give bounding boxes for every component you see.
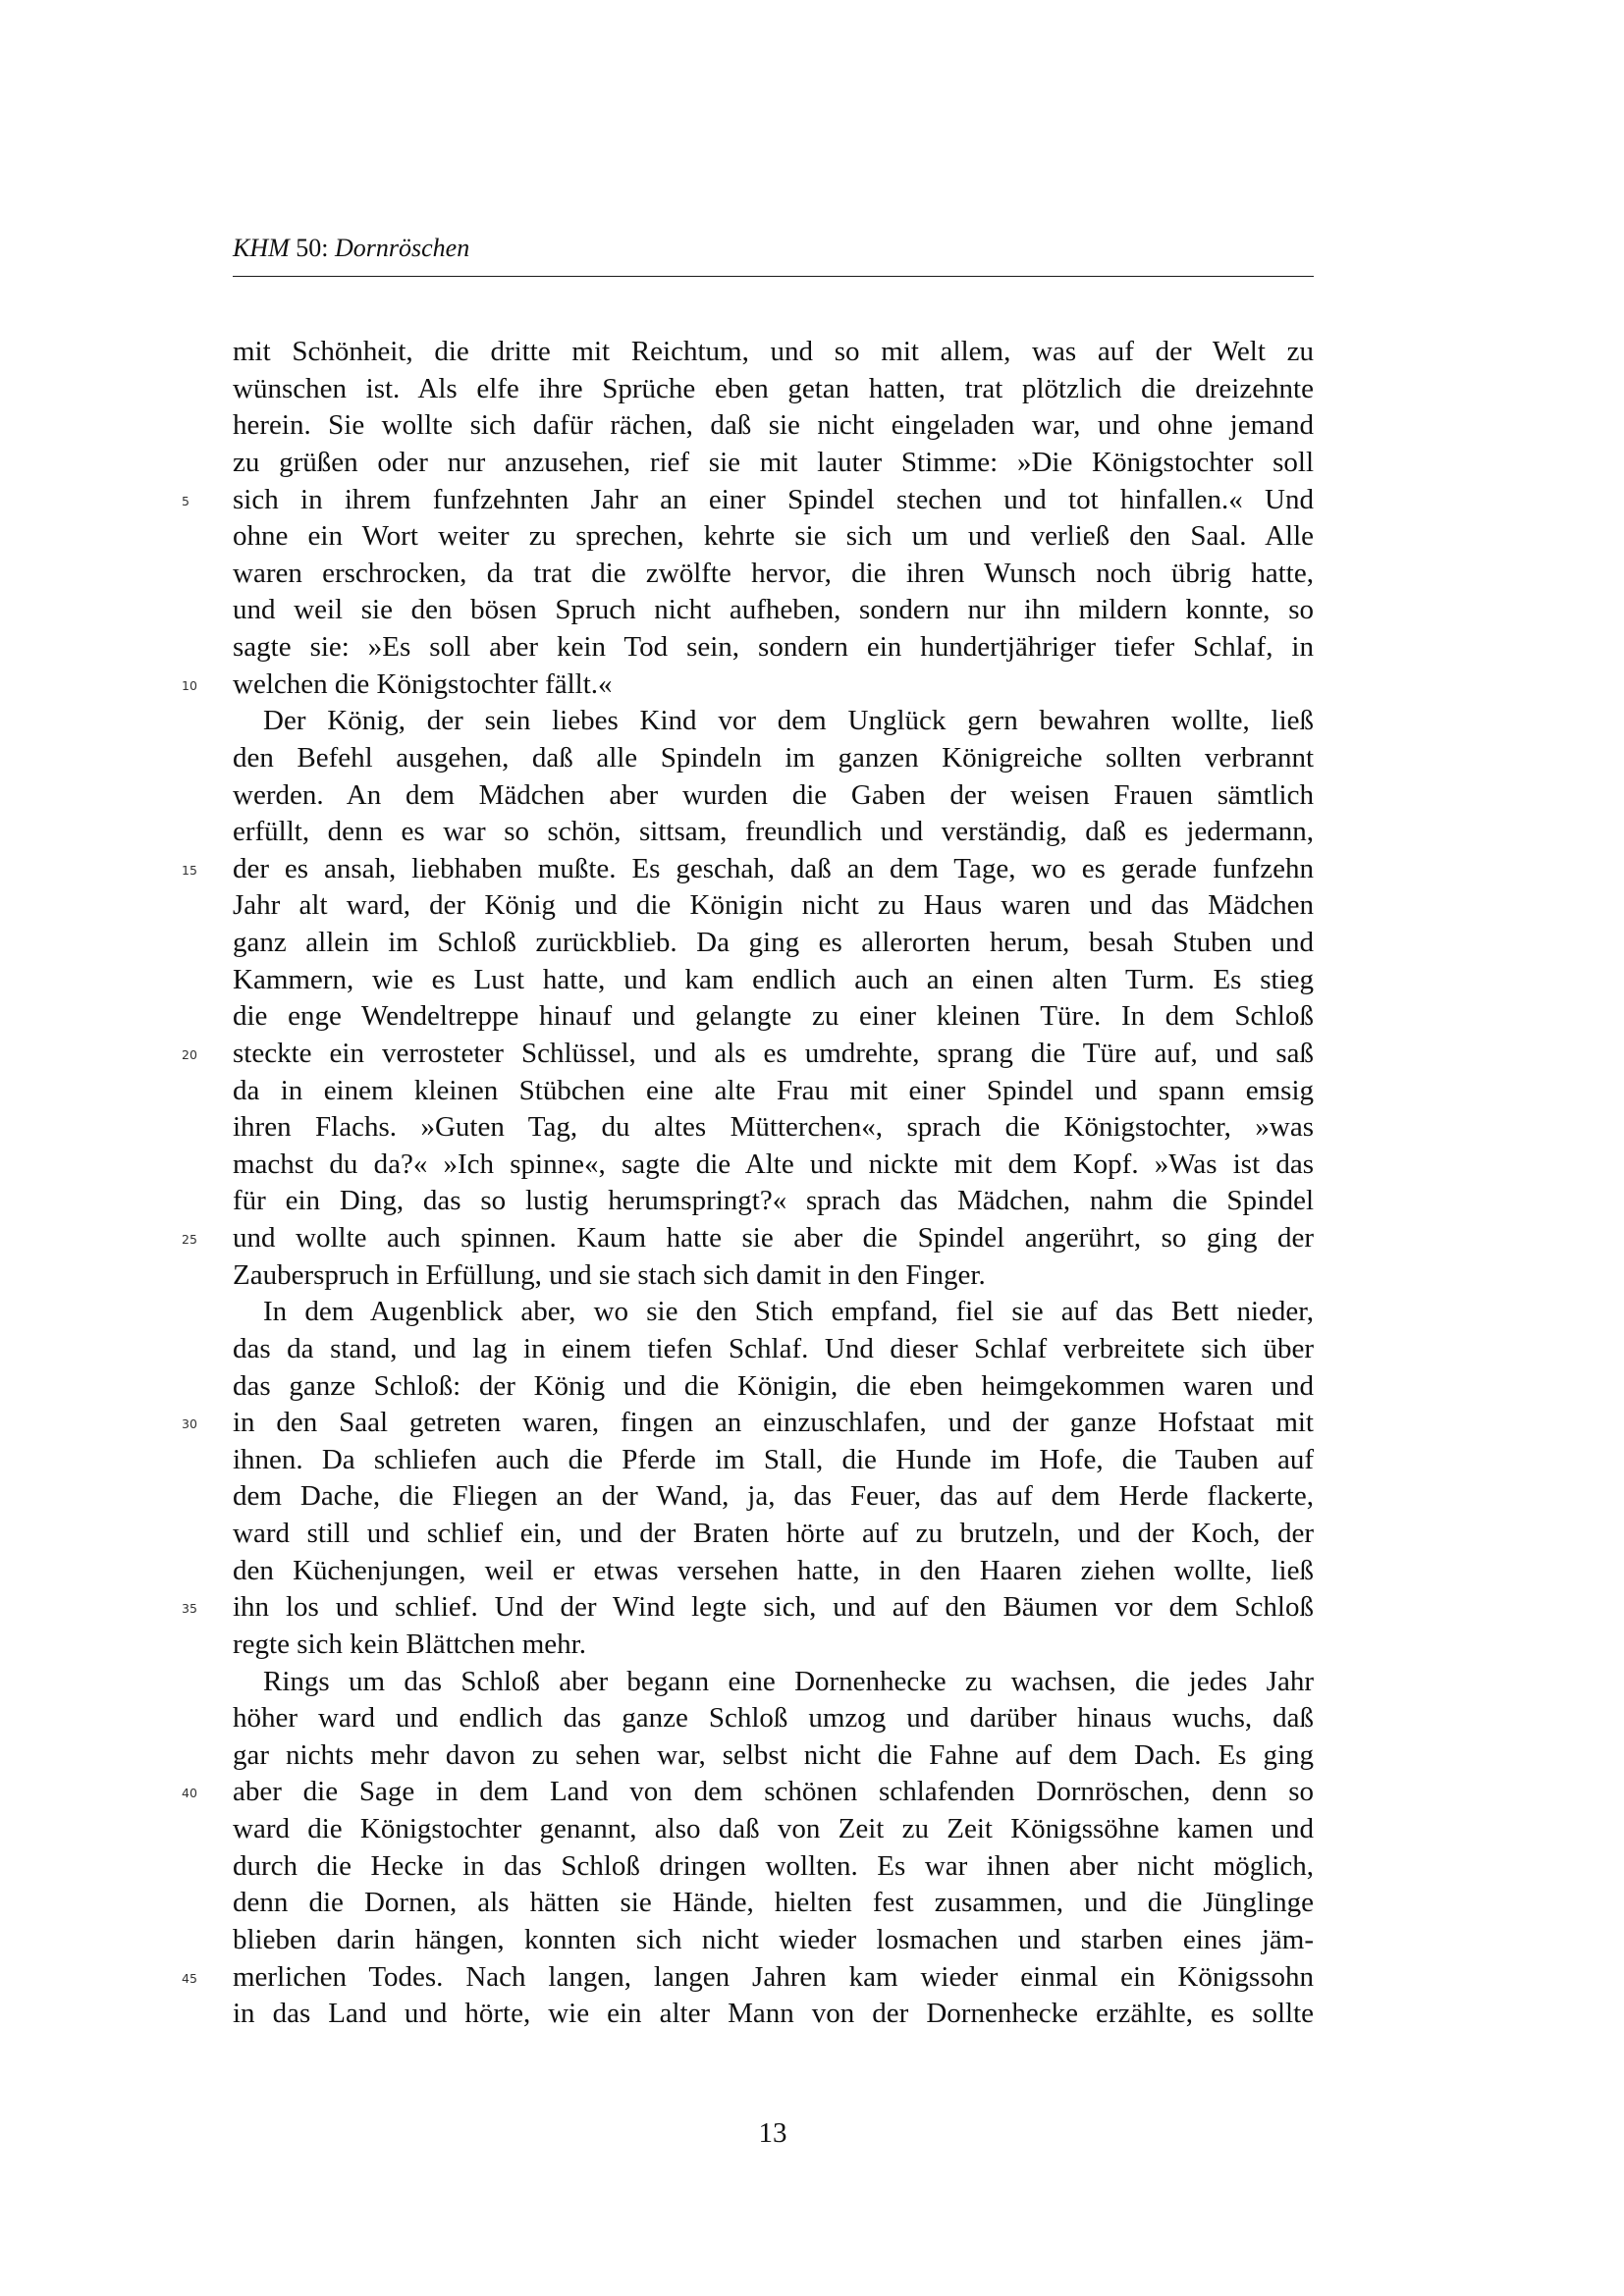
text-line (233, 1664, 1314, 1701)
text-line (182, 1589, 1314, 1627)
text-line-content: waren erschrocken, da trat die zwölfte hervor, die ihren Wunsch noch übrig hatte, (233, 557, 1314, 589)
text-line (233, 629, 1314, 667)
text-line (233, 445, 1314, 482)
text-line-content: ward still und schlief ein, und der Braten hörte auf zu brutzeln, und der Koch, der (233, 1518, 1314, 1549)
text-line-content: Jahr alt ward, der König und die Königin nicht zu Haus waren und das Mädchen (233, 889, 1314, 922)
running-head-collection: KHM (233, 234, 290, 262)
paragraph (182, 1294, 1314, 1663)
text-line-content: aber die Sage in dem Land von dem schönen schlafenden Dornröschen, denn so (233, 1776, 1314, 1808)
text-line-content: und weil sie den bösen Spruch nicht aufheben, sondern nur ihn mildern konnte, so (233, 594, 1314, 626)
text-line-content: erfüllt, denn es war so schön, sittsam, freundlich und verständig, daß es jedermann, (233, 816, 1314, 848)
text-line (233, 998, 1314, 1036)
text-line-content: den Küchenjungen, weil er etwas versehen hatte, in den Haaren ziehen wollte, ließ (233, 1554, 1314, 1586)
running-head-number: 50 (296, 234, 322, 262)
line-number: 45 (182, 1970, 197, 1986)
text-line (233, 777, 1314, 815)
text-line (233, 814, 1314, 851)
text-line (182, 667, 1314, 704)
text-line (233, 1627, 1314, 1664)
text-line-content: für ein Ding, das so lustig herumspringt?« sprach das Mädchen, nahm die Spindel (233, 1185, 1314, 1217)
line-number: 20 (182, 1046, 197, 1062)
text-line (233, 1331, 1314, 1368)
text-line (233, 925, 1314, 962)
text-line-content: ihren Flachs. »Guten Tag, du altes Mütterchen«, sprach die Königstochter, »was (233, 1111, 1314, 1144)
text-line-content: dem Dache, die Fliegen an der Wand, ja, das Feuer, das auf dem Herde flackerte, (233, 1480, 1314, 1513)
text-line-content: Zauberspruch in Erfüllung, und sie stach sich damit in den Finger. (233, 1258, 986, 1291)
text-line (233, 334, 1314, 371)
text-line (233, 1516, 1314, 1553)
text-line (233, 1109, 1314, 1147)
text-line-content: die enge Wendeltreppe hinauf und gelangte zu einer kleinen Türe. In dem Schloß (233, 1000, 1314, 1033)
text-line (233, 1294, 1314, 1331)
line-number: 25 (182, 1232, 197, 1247)
text-line (233, 592, 1314, 629)
paragraph (182, 334, 1314, 703)
text-line-content: zu grüßen oder nur anzusehen, rief sie mit lauter Stimme: »Die Königstochter soll (233, 446, 1314, 478)
text-line (233, 740, 1314, 777)
text-line-content: das ganze Schloß: der König und die Königin, die eben heimgekommen waren und (233, 1369, 1314, 1402)
text-line-content: herein. Sie wollte sich dafür rächen, daß sie nicht eingeladen war, und ohne jemand (233, 409, 1314, 442)
paragraph (182, 703, 1314, 1294)
text-line (233, 556, 1314, 593)
running-head-title: Dornröschen (335, 234, 470, 262)
text-line (233, 1368, 1314, 1406)
text-line (182, 1959, 1314, 1997)
text-line (233, 1885, 1314, 1922)
text-line-content: höher ward und endlich das ganze Schloß umzog und darüber hinaus wuchs, daß (233, 1702, 1314, 1735)
text-line-content: In dem Augenblick aber, wo sie den Stich empfand, fiel sie auf das Bett nieder, (263, 1296, 1314, 1328)
text-line (233, 518, 1314, 556)
line-number: 35 (182, 1601, 197, 1617)
line-number: 10 (182, 677, 197, 693)
line-number: 30 (182, 1416, 197, 1432)
line-number: 40 (182, 1786, 197, 1801)
text-line (233, 1700, 1314, 1737)
text-line (182, 482, 1314, 519)
text-line (233, 1996, 1314, 2033)
text-line (233, 407, 1314, 445)
text-line-content: steckte ein verrosteter Schlüssel, und als es umdrehte, sprang die Türe auf, und saß (233, 1037, 1314, 1069)
text-line-content: Der König, der sein liebes Kind vor dem Unglück gern bewahren wollte, ließ (263, 705, 1314, 737)
text-line (233, 371, 1314, 408)
running-head (233, 232, 469, 265)
text-line (182, 1220, 1314, 1257)
text-line (233, 1478, 1314, 1516)
text-line-content: in den Saal getreten waren, fingen an einzuschlafen, und der ganze Hofstaat mit (233, 1407, 1314, 1439)
text-line (233, 962, 1314, 999)
text-line-content: ihnen. Da schliefen auch die Pferde im Stall, die Hunde im Hofe, die Tauben auf (233, 1443, 1314, 1475)
text-line-content: ihn los und schlief. Und der Wind legte sich, und auf den Bäumen vor dem Schloß (233, 1591, 1314, 1624)
text-line (233, 887, 1314, 925)
text-line-content: denn die Dornen, als hätten sie Hände, hielten fest zusammen, und die Jünglinge (233, 1887, 1314, 1919)
text-line (233, 1147, 1314, 1184)
text-line (233, 703, 1314, 740)
text-line-content: mit Schönheit, die dritte mit Reichtum, und so mit allem, was auf der Welt zu (233, 336, 1314, 367)
text-line (233, 1257, 1314, 1295)
text-line-content: ward die Königstochter genannt, also daß von Zeit zu Zeit Königssöhne kamen und (233, 1813, 1314, 1844)
text-line-content: da in einem kleinen Stübchen eine alte Frau mit einer Spindel und spann emsig (233, 1074, 1314, 1106)
paragraph (182, 1664, 1314, 2033)
running-head-separator: : (321, 234, 329, 262)
text-line (233, 1811, 1314, 1848)
page-number: 13 (758, 2117, 787, 2149)
line-number: 5 (182, 493, 189, 508)
text-line-content: regte sich kein Blättchen mehr. (233, 1628, 586, 1660)
text-line (182, 1405, 1314, 1442)
text-line (233, 1737, 1314, 1775)
text-line-content: werden. An dem Mädchen aber wurden die Gaben der weisen Frauen sämtlich (233, 778, 1314, 811)
text-line (182, 1774, 1314, 1811)
text-line-content: sich in ihrem funfzehnten Jahr an einer Spindel stechen und tot hinfallen.« Und (233, 483, 1314, 515)
text-line-content: ganz allein im Schloß zurückblieb. Da ging es allerorten herum, besah Stuben und (233, 927, 1314, 958)
text-line (233, 1442, 1314, 1479)
text-line (233, 1553, 1314, 1590)
text-line-content: Rings um das Schloß aber begann eine Dornenhecke zu wachsen, die jedes Jahr (263, 1665, 1314, 1697)
text-line-content: der es ansah, liebhaben mußte. Es geschah, daß an dem Tage, wo es gerade funfzehn (233, 852, 1314, 884)
text-line-content: machst du da?« »Ich spinne«, sagte die Alte und nickte mit dem Kopf. »Was ist das (233, 1148, 1314, 1180)
text-line (182, 1036, 1314, 1073)
text-line-content: durch die Hecke in das Schloß dringen wollten. Es war ihnen aber nicht möglich, (233, 1849, 1314, 1882)
text-line (233, 1922, 1314, 1959)
text-line-content: Kammern, wie es Lust hatte, und kam endlich auch an einen alten Turm. Es stieg (233, 963, 1314, 995)
text-line-content: welchen die Königstochter fällt.« (233, 667, 613, 700)
text-line-content: wünschen ist. Als elfe ihre Sprüche eben getan hatten, trat plötzlich die dreizehnte (233, 372, 1314, 404)
text-line-content: blieben darin hängen, konnten sich nicht wieder losmachen und starben eines jäm- (233, 1923, 1314, 1955)
text-line (233, 1848, 1314, 1886)
text-line-content: und wollte auch spinnen. Kaum hatte sie aber die Spindel angerührt, so ging der (233, 1222, 1314, 1254)
text-line (233, 1183, 1314, 1220)
text-line-content: merlichen Todes. Nach langen, langen Jahren kam wieder einmal ein Königssohn (233, 1960, 1314, 1993)
line-number: 15 (182, 862, 197, 878)
text-line-content: sagte sie: »Es soll aber kein Tod sein, sondern ein hundertjähriger tiefer Schlaf, in (233, 631, 1314, 663)
text-line-content: gar nichts mehr davon zu sehen war, selbst nicht die Fahne auf dem Dach. Es ging (233, 1738, 1314, 1771)
text-line-content: das da stand, und lag in einem tiefen Schlaf. Und dieser Schlaf verbreitete sich über (233, 1332, 1314, 1364)
text-line-content: den Befehl ausgehen, daß alle Spindeln im ganzen Königreiche sollten verbrannt (233, 741, 1314, 774)
header-rule (233, 276, 1314, 277)
text-line-content: in das Land und hörte, wie ein alter Mann von der Dornenhecke erzählte, es sollte (233, 1998, 1314, 2030)
text-line (233, 1073, 1314, 1110)
text-line (182, 851, 1314, 888)
body-text (182, 334, 1314, 2033)
text-line-content: ohne ein Wort weiter zu sprechen, kehrte sie sich um und verließ den Saal. Alle (233, 520, 1314, 553)
